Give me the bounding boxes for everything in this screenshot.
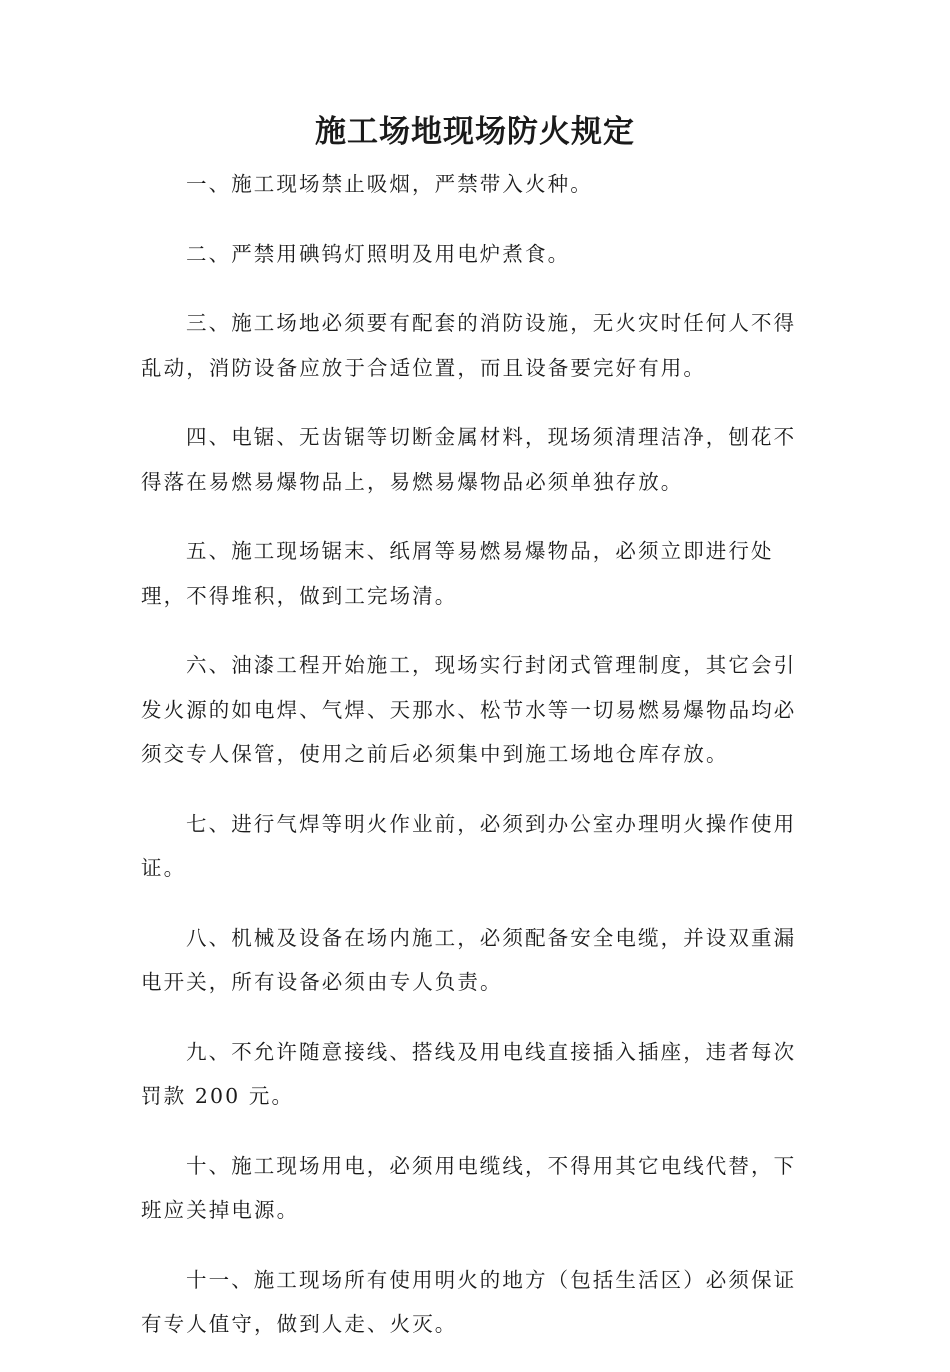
clause-6: 六、油漆工程开始施工，现场实行封闭式管理制度，其它会引发火源的如电焊、气焊、天那水、松节水等一切易燃易爆物品均必须交专人保管，使用之前后必须集中到施工场地仓库存放。 [141,653,797,766]
clause-5: 五、施工现场锯末、纸屑等易燃易爆物品，必须立即进行处理，不得堆积，做到工完场清。 [141,539,774,608]
document-title: 施工场地现场防火规定 [315,114,635,150]
clause-4: 四、电锯、无齿锯等切断金属材料，现场须清理洁净，刨花不得落在易燃易爆物品上，易燃易爆物品必须单独存放。 [141,425,797,494]
clause-1: 一、施工现场禁止吸烟，严禁带入火种。 [186,172,593,196]
document-body [141,162,801,1372]
clause-8: 八、机械及设备在场内施工，必须配备安全电缆，并设双重漏电开关，所有设备必须由专人负责。 [141,925,797,994]
clause-7: 七、进行气焊等明火作业前，必须到办公室办理明火操作使用证。 [141,811,797,880]
clause-3: 三、施工场地必须要有配套的消防设施，无火灾时任何人不得乱动，消防设备应放于合适位置，而且设备要完好有用。 [141,311,797,380]
clause-11: 十一、施工现场所有使用明火的地方（包括生活区）必须保证有专人值守，做到人走、火灭。 [141,1267,797,1336]
clause-2: 二、严禁用碘钨灯照明及用电炉煮食。 [186,241,571,266]
clause-9: 九、不允许随意接线、搭线及用电线直接插入插座，违者每次罚款 200 元。 [141,1039,797,1108]
clause-10: 十、施工现场用电，必须用电缆线，不得用其它电线代替，下班应关掉电源。 [141,1153,797,1222]
